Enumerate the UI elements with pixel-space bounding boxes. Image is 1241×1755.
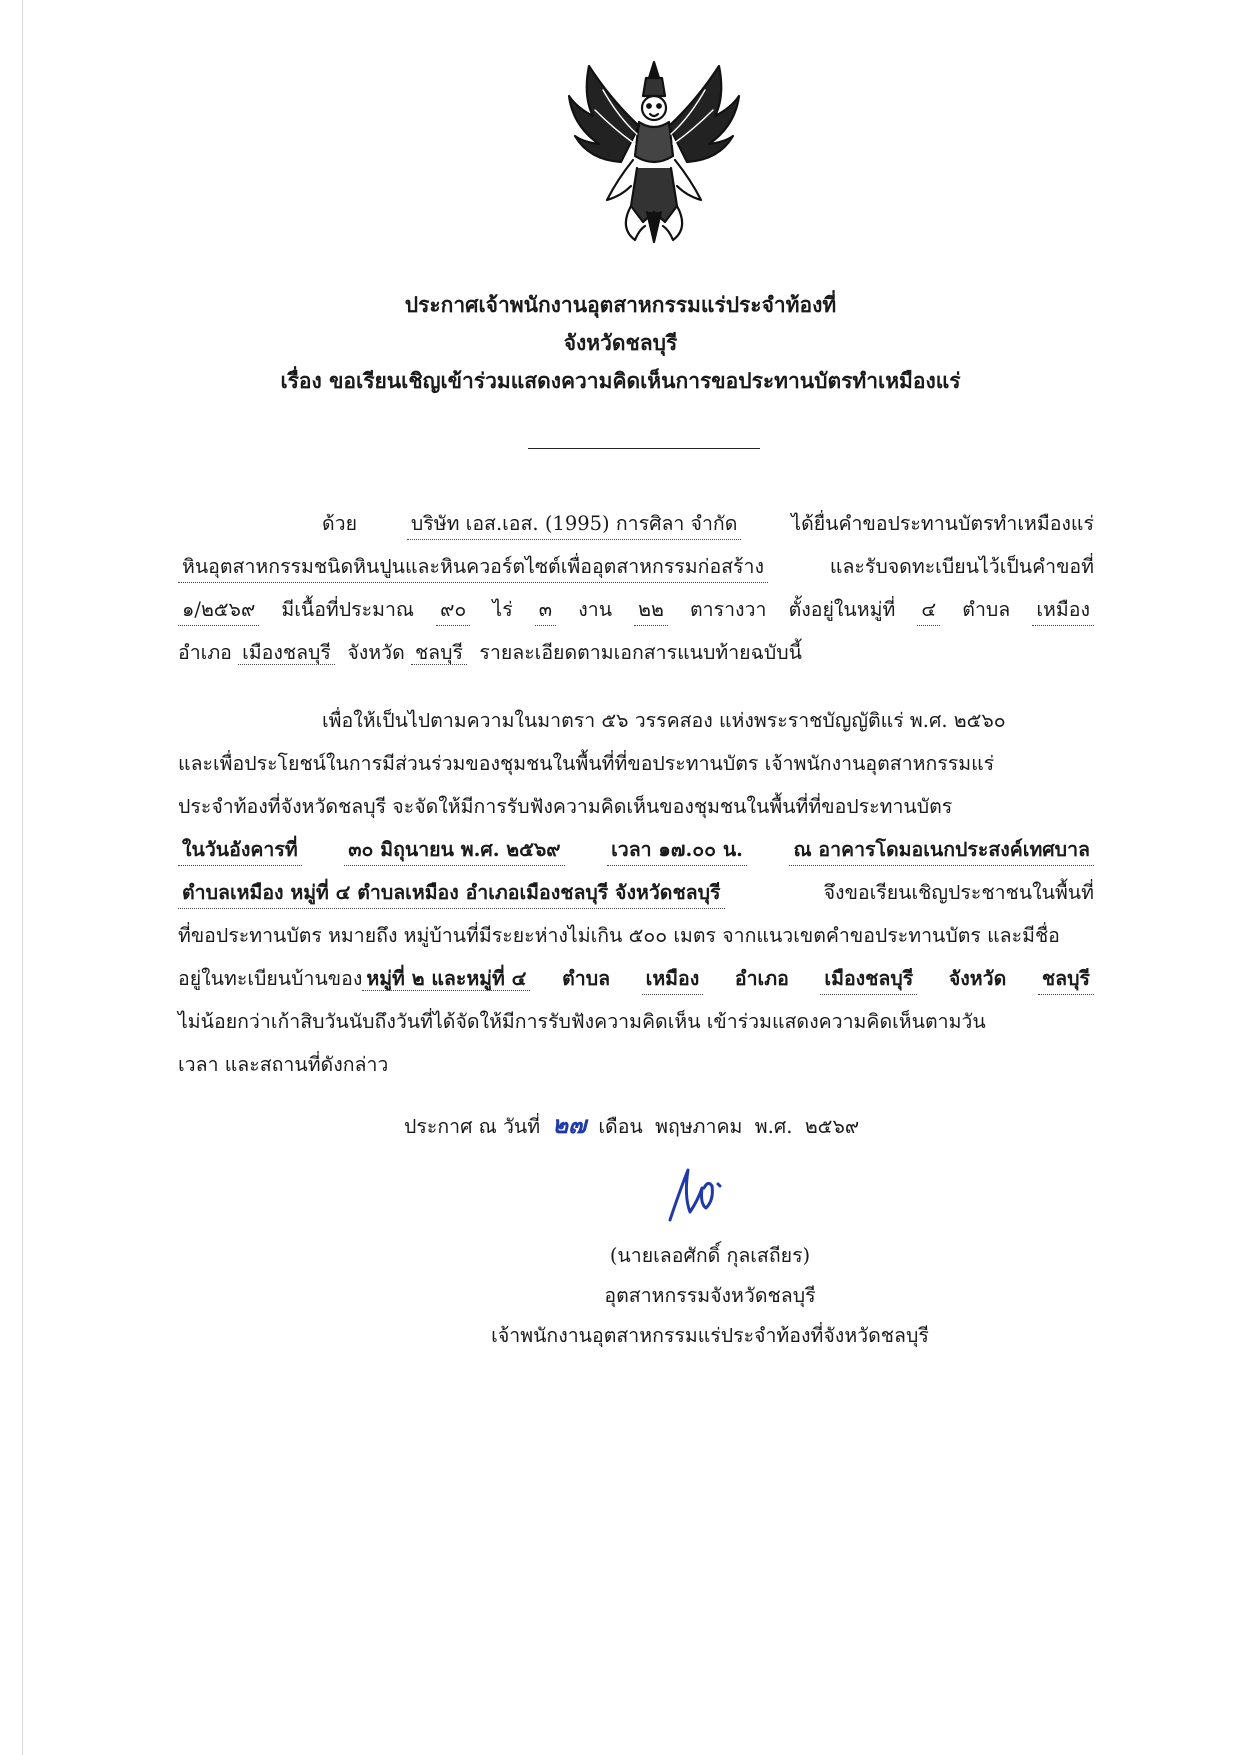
p2-line-4 (178, 835, 1094, 866)
area-wa: ๒๒ (634, 595, 668, 626)
p1-line-1-suffix: ได้ยื่นคำขอประทานบัตรทำเหมืองแร่ (791, 512, 1094, 535)
signatory-name: (นายเลอศักดิ์ กุลเสถียร) (609, 1244, 811, 1267)
handwritten-day: ๒๗ (552, 1111, 587, 1139)
p2-tambon-name: เหมือง (642, 964, 704, 995)
title-divider (528, 448, 760, 449)
attachment-note: รายละเอียดตามเอกสารแนบท้ายฉบับนี้ (479, 641, 802, 664)
hearing-venue-location: ตำบลเหมือง หมู่ที่ ๔ ตำบลเหมือง อำเภอเมืองชลบุรี จังหวัดชลบุรี (178, 878, 725, 909)
p1-line-4 (178, 638, 1094, 668)
signatory-title-2: เจ้าพนักงานอุตสาหกรรมแร่ประจำท้องที่จังหวัดชลบุรี (491, 1324, 929, 1347)
mineral-type: หินอุตสาหกรรมชนิดหินปูนและหินควอร์ตไซต์เพื่ออุตสาหกรรมก่อสร้าง (178, 552, 768, 583)
year-value: ๒๕๖๙ (804, 1115, 860, 1138)
signatory-title-1: อุตสาหกรรมจังหวัดชลบุรี (604, 1284, 816, 1307)
p2-line-3: ประจำท้องที่จังหวัดชลบุรี จะจัดให้มีการรับฟังความคิดเห็นของชุมชนในพื้นที่ที่ขอประทานบัตร (178, 795, 953, 818)
p2-amphoe-name: เมืองชลบุรี (820, 964, 917, 995)
announcement-title: ประกาศเจ้าพนักงานอุตสาหกรรมแร่ประจำท้องที่ (404, 292, 837, 317)
date-prefix: ประกาศ ณ วันที่ (404, 1115, 541, 1138)
announcement-date (404, 1110, 859, 1142)
rai-unit: ไร่ (492, 598, 513, 621)
wa-unit: ตารางวา (689, 598, 767, 621)
request-number: ๑/๒๕๖๙ (178, 595, 259, 626)
p2-line-1: เพื่อให้เป็นไปตามความในมาตรา ๕๖ วรรคสอง แห่งพระราชบัญญัติแร่ พ.ศ. ๒๕๖๐ (322, 709, 1006, 732)
area-ngan: ๓ (535, 595, 556, 626)
company-name: บริษัท เอส.เอส. (1995) การศิลา จำกัด (407, 509, 742, 540)
announcement-subject: เรื่อง ขอเรียนเชิญเข้าร่วมแสดงความคิดเห็นการขอประทานบัตรทำเหมืองแร่ (280, 368, 961, 393)
p1-line-2-suffix: และรับจดทะเบียนไว้เป็นคำขอที่ (829, 555, 1094, 578)
hearing-time: เวลา ๑๗.๐๐ น. (607, 835, 747, 866)
located-label: ตั้งอยู่ในหมู่ที่ (788, 598, 896, 621)
eligible-villages: หมู่ที่ ๒ และหมู่ที่ ๔ (362, 967, 530, 991)
announcement-province: จังหวัดชลบุรี (563, 330, 678, 355)
p2-line-7-prefix: อยู่ในทะเบียนบ้านของ (178, 967, 363, 990)
year-label: พ.ศ. (754, 1115, 793, 1138)
handwritten-signature (664, 1160, 734, 1226)
ngan-unit: งาน (578, 598, 613, 621)
p2-province-name: ชลบุรี (1038, 964, 1094, 995)
p2-line-6: ที่ขอประทานบัตร หมายถึง หมู่บ้านที่มีระยะห่างไม่เกิน ๕๐๐ เมตร จากแนวเขตคำขอประทานบัตร และมีชื่อ (178, 924, 1060, 947)
p2-line-9: เวลา และสถานที่ดังกล่าว (178, 1053, 389, 1076)
province-name: ชลบุรี (411, 641, 467, 665)
month-name: พฤษภาคม (655, 1115, 743, 1138)
p2-line-2: และเพื่อประโยชน์ในการมีส่วนร่วมของชุมชนในพื้นที่ที่ขอประทานบัตร เจ้าพนักงานอุตสาหกรรมแร่ (178, 752, 995, 775)
p2-line-5-suffix: จึงขอเรียนเชิญประชาชนในพื้นที่ (823, 881, 1094, 904)
p2-line-7 (178, 964, 1094, 995)
p1-line-1 (322, 509, 1094, 540)
hearing-date: ๓๐ มิถุนายน พ.ศ. ๒๕๖๙ (344, 835, 564, 866)
p1-line-2 (178, 552, 1094, 583)
p2-amphoe-label: อำเภอ (734, 967, 789, 990)
amphoe-label: อำเภอ (178, 641, 232, 664)
hearing-day: ในวันอังคารที่ (178, 835, 302, 866)
p2-tambon-label: ตำบล (562, 967, 611, 990)
p1-prefix: ด้วย (322, 512, 358, 535)
month-label: เดือน (598, 1115, 643, 1138)
garuda-emblem-icon (559, 56, 749, 246)
village-number: ๔ (917, 595, 940, 626)
hearing-venue: ณ อาคารโดมอเนกประสงค์เทศบาล (789, 835, 1093, 866)
scan-edge-line (22, 0, 23, 1755)
p2-province-label: จังหวัด (948, 967, 1007, 990)
area-rai: ๙๐ (436, 595, 470, 626)
tambon-label: ตำบล (962, 598, 1011, 621)
province-label: จังหวัด (347, 641, 405, 664)
area-label: มีเนื้อที่ประมาณ (281, 598, 414, 621)
p1-line-3 (178, 595, 1094, 626)
amphoe-name: เมืองชลบุรี (238, 641, 335, 665)
tambon-name: เหมือง (1032, 595, 1094, 626)
p2-line-5 (178, 878, 1094, 909)
p2-line-8: ไม่น้อยกว่าเก้าสิบวันนับถึงวันที่ได้จัดให้มีการรับฟังความคิดเห็น เข้าร่วมแสดงความคิดเห็นตามวัน (178, 1010, 986, 1033)
